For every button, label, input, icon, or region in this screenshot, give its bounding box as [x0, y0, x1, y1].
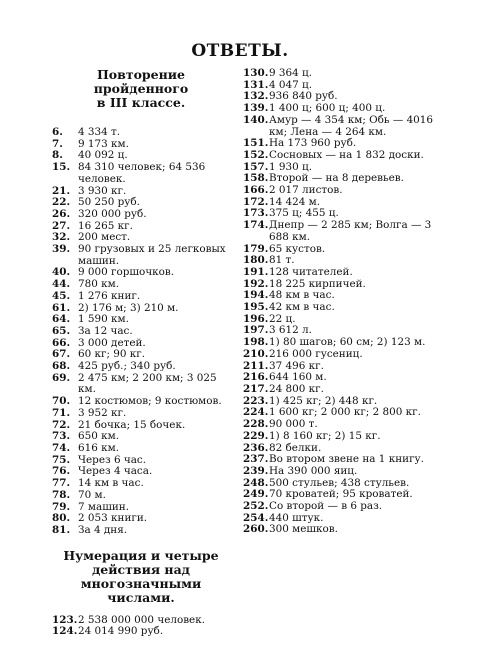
- answer-item: [243, 302, 443, 314]
- answer-number: 224.: [243, 406, 269, 419]
- answer-text: 9 364 ц.: [269, 67, 313, 79]
- answer-number: 40.: [52, 266, 71, 279]
- answer-number: 248.: [243, 476, 269, 489]
- answer-item: [243, 501, 443, 513]
- answer-text: 650 км.: [78, 430, 120, 443]
- answer-text: 90 000 т.: [269, 418, 318, 431]
- section-heading-numeration: [52, 549, 230, 605]
- answer-text: 82 белки.: [269, 441, 322, 454]
- answer-item: [52, 525, 230, 537]
- answer-number: 228.: [243, 418, 269, 431]
- answer-text: 16 265 кг.: [78, 219, 133, 232]
- answer-text: Через 6 час.: [78, 453, 147, 466]
- answer-text: Сосновых — на 1 832 доски.: [269, 148, 424, 161]
- answer-text: 216 000 гусениц.: [269, 347, 363, 360]
- answer-text: 1 276 книг.: [78, 289, 141, 302]
- answer-number: 8.: [52, 149, 63, 162]
- section-heading-review: [52, 68, 230, 110]
- answer-text: 60 кг; 90 кг.: [78, 348, 146, 361]
- answer-text: На 173 960 руб.: [269, 137, 357, 150]
- answer-text: 22 ц.: [269, 312, 296, 325]
- answer-number: 7.: [52, 137, 63, 150]
- answer-text: 40 092 ц.: [78, 149, 128, 162]
- answer-text: 37 496 кг.: [269, 359, 324, 372]
- answer-text: 3 000 детей.: [78, 336, 146, 349]
- answer-number: 239.: [243, 464, 269, 477]
- answer-text: 1) 80 шагов; 60 см; 2) 123 м.: [269, 336, 426, 349]
- answer-text: 2) 176 м; 3) 210 м.: [78, 301, 179, 314]
- answer-text: 300 мешков.: [269, 523, 338, 536]
- answer-number: 70.: [52, 395, 71, 408]
- answer-text: 2 017 листов.: [269, 184, 343, 197]
- answer-number: 158.: [243, 172, 269, 185]
- answer-item: [52, 244, 230, 267]
- answer-item: [52, 326, 230, 338]
- answer-number: 68.: [52, 360, 71, 373]
- answer-number: 22.: [52, 196, 71, 209]
- right-column: [243, 68, 443, 536]
- answer-item: [52, 127, 230, 139]
- answer-number: 124.: [52, 625, 78, 638]
- heading-line: в III классе.: [96, 95, 186, 110]
- answer-item: [52, 373, 230, 396]
- answer-text: 90 грузовых и 25 легковых машин.: [78, 243, 226, 267]
- answer-text: 780 км.: [78, 278, 120, 291]
- answer-number: 223.: [243, 394, 269, 407]
- answer-text: Второй — на 8 деревьев.: [269, 172, 404, 185]
- answer-number: 130.: [243, 67, 269, 79]
- answer-item: [243, 115, 443, 138]
- answer-text: Днепр — 2 285 км; Волга — 3 688 км.: [269, 219, 432, 243]
- answer-text: 1 400 ц; 600 ц; 400 ц.: [269, 102, 386, 115]
- answer-number: 152.: [243, 148, 269, 161]
- answer-number: 32.: [52, 231, 71, 244]
- answer-text: 2 053 книги.: [78, 512, 148, 525]
- answer-number: 69.: [52, 371, 71, 384]
- answer-text: 14 424 м.: [269, 195, 321, 208]
- answer-text: 9 000 горшочков.: [78, 266, 175, 279]
- answer-number: 173.: [243, 207, 269, 220]
- answer-number: 80.: [52, 512, 71, 525]
- answer-text: 320 000 руб.: [78, 207, 147, 220]
- answer-list-numeration: [52, 615, 230, 638]
- answer-item: [243, 524, 443, 536]
- answer-item: [52, 209, 230, 221]
- heading-line: Повторение пройденного: [93, 67, 189, 96]
- answer-number: 157.: [243, 160, 269, 173]
- answer-text: 425 руб.; 340 руб.: [78, 360, 176, 373]
- answer-number: 78.: [52, 488, 71, 501]
- page-title: ОТВЕТЫ.: [191, 41, 289, 61]
- answer-text: 14 км в час.: [78, 477, 144, 490]
- answer-number: 65.: [52, 324, 71, 337]
- answer-text: 70 кроватей; 95 кроватей.: [269, 488, 413, 501]
- answer-number: 260.: [243, 523, 269, 536]
- answer-number: 132.: [243, 90, 269, 103]
- answer-text: 70 м.: [78, 488, 106, 501]
- answer-number: 198.: [243, 336, 269, 349]
- answer-list-right: [243, 68, 443, 536]
- answer-text: 2 538 000 000 человек.: [78, 613, 205, 626]
- answer-text: 84 310 человек; 64 536 человек.: [78, 161, 206, 185]
- answer-text: 644 160 м.: [269, 371, 327, 384]
- answer-number: 139.: [243, 102, 269, 115]
- answer-number: 196.: [243, 312, 269, 325]
- answer-text: 21 бочка; 15 бочек.: [78, 418, 186, 431]
- answer-number: 236.: [243, 441, 269, 454]
- answer-number: 77.: [52, 477, 71, 490]
- answer-number: 197.: [243, 324, 269, 337]
- answer-text: 3 930 кг.: [78, 184, 127, 197]
- answer-text: 616 км.: [78, 441, 120, 454]
- answer-text: За 4 дня.: [78, 523, 128, 536]
- answer-number: 140.: [243, 113, 269, 126]
- heading-line: Нумерация и четыре: [63, 547, 219, 563]
- answer-number: 252.: [243, 500, 269, 513]
- answer-text: 81 т.: [269, 254, 295, 267]
- answer-text: На 390 000 яиц.: [269, 464, 358, 477]
- answer-text: 1 590 км.: [78, 313, 129, 326]
- answer-number: 44.: [52, 278, 71, 291]
- answer-number: 172.: [243, 195, 269, 208]
- answer-text: 1) 425 кг; 2) 448 кг.: [269, 394, 378, 407]
- answer-number: 64.: [52, 313, 71, 326]
- answer-text: 50 250 руб.: [78, 196, 140, 209]
- answer-item: [243, 431, 443, 443]
- answer-item: [243, 267, 443, 279]
- answer-number: 191.: [243, 265, 269, 278]
- answer-text: 7 машин.: [78, 500, 130, 513]
- answer-number: 81.: [52, 523, 71, 536]
- answer-item: [52, 361, 230, 373]
- left-column: [52, 68, 230, 638]
- answer-number: 211.: [243, 359, 269, 372]
- answer-number: 216.: [243, 371, 269, 384]
- answer-number: 229.: [243, 429, 269, 442]
- answer-number: 210.: [243, 347, 269, 360]
- answer-text: 200 мест.: [78, 231, 131, 244]
- answer-number: 254.: [243, 511, 269, 524]
- answer-number: 76.: [52, 465, 71, 478]
- answer-text: За 12 час.: [78, 324, 133, 337]
- answer-number: 180.: [243, 254, 269, 267]
- answer-number: 74.: [52, 441, 71, 454]
- answer-text: 500 стульев; 438 стульев.: [269, 476, 410, 489]
- answer-number: 72.: [52, 418, 71, 431]
- answer-number: 217.: [243, 382, 269, 395]
- answer-text: Через 4 часа.: [78, 465, 153, 478]
- answer-text: 440 штук.: [269, 511, 324, 524]
- answer-text: 4 334 т.: [78, 126, 121, 138]
- answer-item: [243, 349, 443, 361]
- answer-text: 128 читателей.: [269, 265, 353, 278]
- answer-text: 48 км в час.: [269, 289, 335, 302]
- answer-number: 15.: [52, 161, 71, 174]
- answer-number: 249.: [243, 488, 269, 501]
- answer-text: 3 612 л.: [269, 324, 312, 337]
- answer-number: 123.: [52, 613, 78, 626]
- answer-item: [243, 150, 443, 162]
- answer-text: 24 800 кг.: [269, 382, 324, 395]
- answer-text: Амур — 4 354 км; Обь — 4016 км; Лена — 4 264 км.: [269, 113, 434, 138]
- answer-number: 6.: [52, 126, 63, 138]
- answer-item: [243, 220, 443, 243]
- answer-number: 67.: [52, 348, 71, 361]
- answer-number: 151.: [243, 137, 269, 150]
- answer-number: 195.: [243, 301, 269, 314]
- answer-item: [52, 162, 230, 185]
- answer-text: 24 014 990 руб.: [78, 625, 164, 638]
- answer-number: 179.: [243, 242, 269, 255]
- answer-text: 42 км в час.: [269, 301, 335, 314]
- answer-text: 2 475 км; 2 200 км; 3 025 км.: [78, 371, 217, 396]
- answer-number: 73.: [52, 430, 71, 443]
- heading-line: числами.: [107, 589, 175, 605]
- answer-item: [243, 68, 443, 80]
- answer-number: 26.: [52, 207, 71, 220]
- answer-text: 18 225 кирпичей.: [269, 277, 366, 290]
- answer-text: 375 ц; 455 ц.: [269, 207, 339, 220]
- answer-number: 75.: [52, 453, 71, 466]
- answer-number: 71.: [52, 406, 71, 419]
- answer-text: 9 173 км.: [78, 137, 129, 150]
- answer-item: [52, 291, 230, 303]
- answer-number: 131.: [243, 78, 269, 91]
- answer-number: 66.: [52, 336, 71, 349]
- answer-text: 65 кустов.: [269, 242, 326, 255]
- answer-number: 194.: [243, 289, 269, 302]
- answer-number: 61.: [52, 301, 71, 314]
- answer-text: 4 047 ц.: [269, 78, 313, 91]
- answer-text: 1) 8 160 кг; 2) 15 кг.: [269, 429, 381, 442]
- answer-number: 45.: [52, 289, 71, 302]
- answer-text: 3 952 кг.: [78, 406, 127, 419]
- answer-item: [52, 626, 230, 638]
- answer-item: [52, 443, 230, 455]
- answer-number: 166.: [243, 184, 269, 197]
- answer-text: 1 600 кг; 2 000 кг; 2 800 кг.: [269, 406, 421, 419]
- answer-item: [243, 466, 443, 478]
- answer-text: Во втором звене на 1 книгу.: [269, 453, 424, 466]
- answer-number: 192.: [243, 277, 269, 290]
- answer-number: 27.: [52, 219, 71, 232]
- answer-number: 21.: [52, 184, 71, 197]
- answer-text: 936 840 руб.: [269, 90, 338, 103]
- answer-number: 237.: [243, 453, 269, 466]
- answer-item: [243, 384, 443, 396]
- heading-line: действия над многозначными: [80, 561, 202, 591]
- answer-item: [243, 185, 443, 197]
- answer-item: [52, 408, 230, 420]
- answer-text: 1 930 ц.: [269, 160, 313, 173]
- answer-number: 39.: [52, 243, 71, 256]
- answer-item: [52, 490, 230, 502]
- answer-text: 12 костюмов; 9 костюмов.: [78, 395, 222, 408]
- answer-number: 79.: [52, 500, 71, 513]
- answer-list-review: [52, 127, 230, 537]
- answer-text: Со второй — в 6 раз.: [269, 500, 383, 513]
- answer-number: 174.: [243, 219, 269, 232]
